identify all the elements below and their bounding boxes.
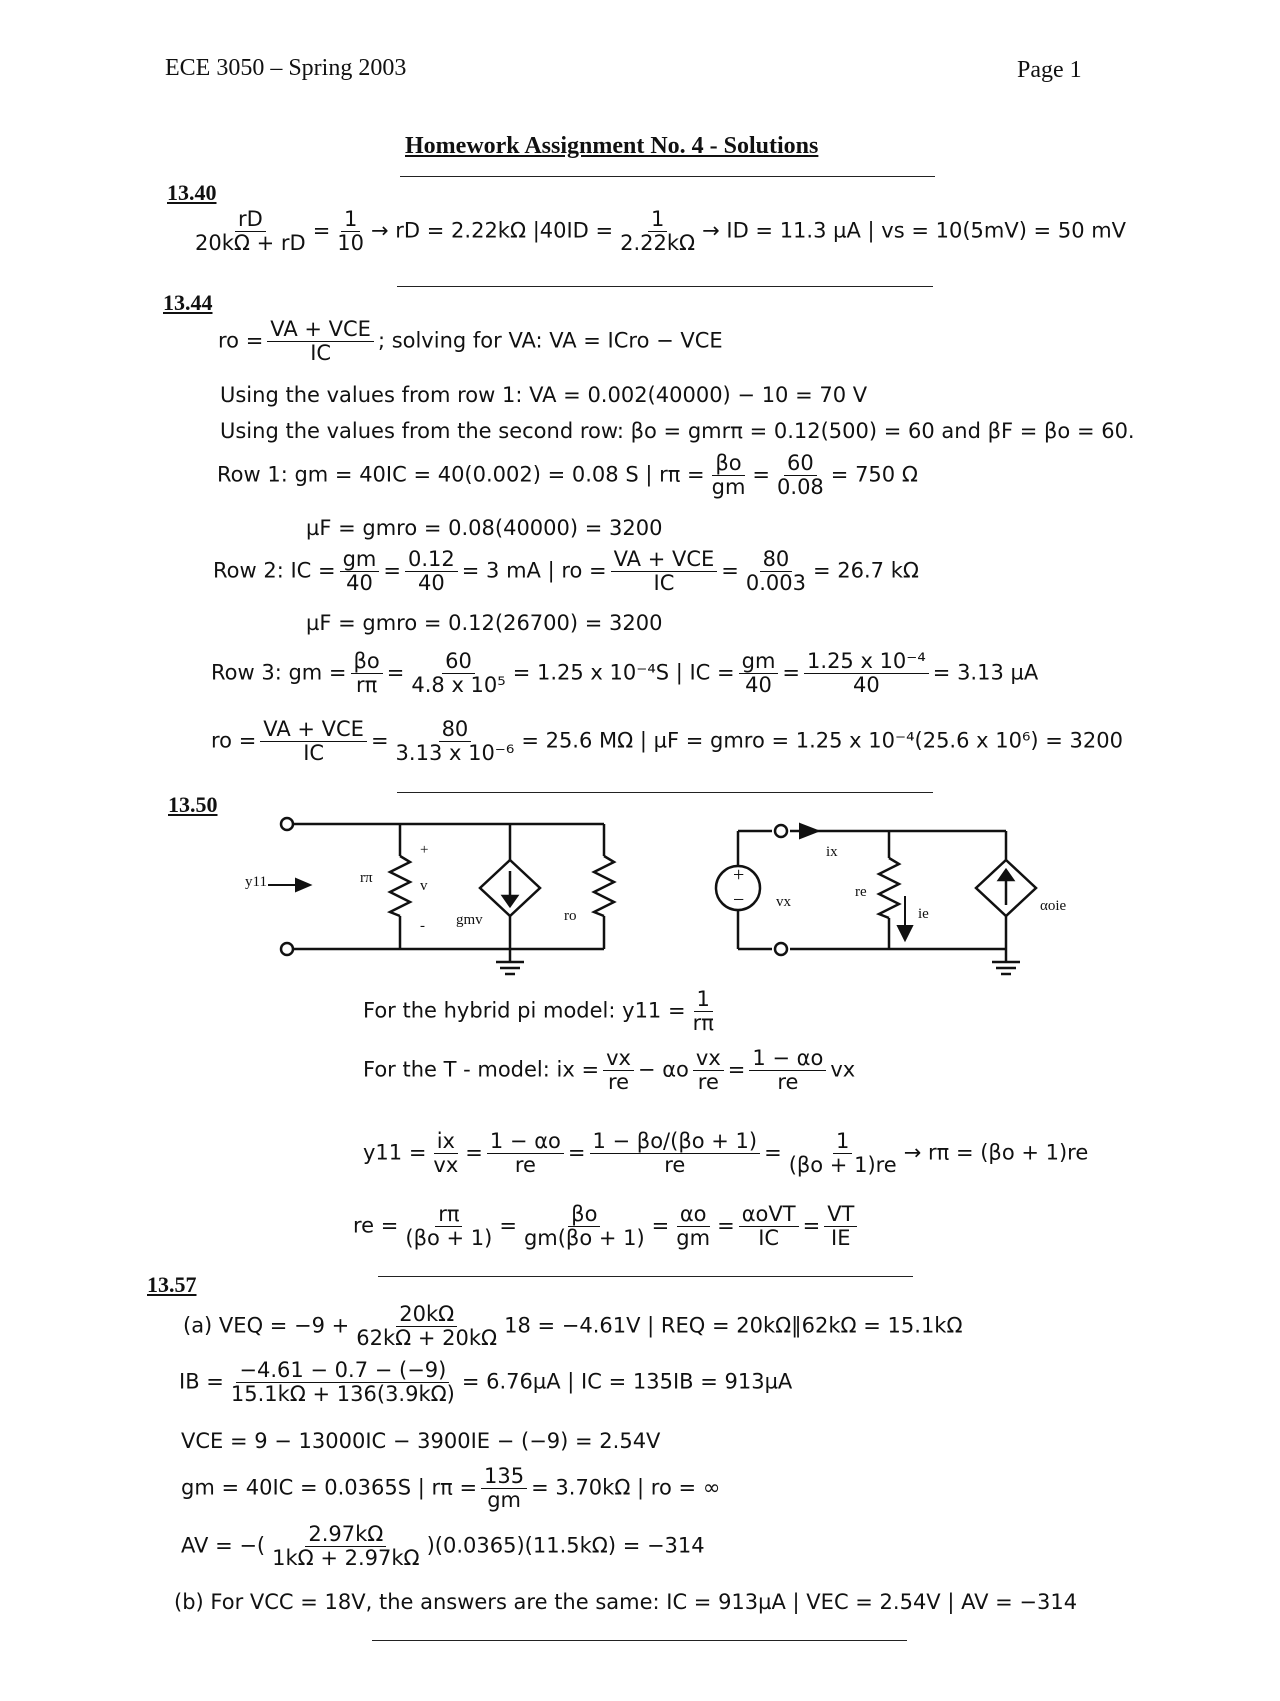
fraction: $\frac{\beta o}{gm}$ <box>711 451 746 500</box>
fraction: $\frac{1 - \alpha o}{re}$ <box>487 1130 564 1177</box>
fraction: $\frac{gm}{40}$ <box>739 650 779 697</box>
fraction: $\frac{2.97k\Omega}{1k\Omega + 2.97k\Omega}$ <box>272 1522 420 1571</box>
equation-row3: Row 3: gm = $\frac{\beta o}{r\pi}$ = $\frac{60}{\text{4.8 x 10⁵}}$ = 1.25 x 10⁻⁴S | IC = $\frac{gm}{40}$ = $\frac{\text{1.25 x 10⁻⁴}}{40}$ = 3.13 µA <box>211 649 1039 698</box>
fraction: $\frac{\alpha o}{gm}$ <box>676 1202 711 1251</box>
equation-row1: Row 1: gm = 40IC = 40(0.002) = 0.08 S | rπ = $\frac{\beta o}{gm}$ = $\frac{60}{0.08}$ = 750 Ω <box>217 451 918 500</box>
fraction: $\frac{\text{VA + VCE}}{IC}$ <box>260 718 367 765</box>
label-rpi: rπ <box>360 870 373 886</box>
fraction: $\frac{1}{10}$ <box>337 207 365 256</box>
fraction: $\frac{vx}{re}$ <box>693 1047 724 1094</box>
label-src-plus: + <box>733 864 745 886</box>
label-ix: ix <box>826 844 838 860</box>
fraction: $\frac{gm}{40}$ <box>340 548 380 595</box>
fraction: $\frac{-4.61 - 0.7 - (-9)}{15.1k\Omega + 136(3.9k\Omega)}$ <box>230 1358 455 1407</box>
equation-hybrid-pi: For the hybrid pi model: y11 = $\frac{1}{r\pi}$ <box>363 988 721 1035</box>
fraction: $\frac{60}{\text{4.8 x 10⁵}}$ <box>411 649 506 698</box>
fraction: $\frac{1 - \alpha o}{re}$ <box>749 1047 826 1094</box>
page-number: Page 1 <box>1017 57 1082 83</box>
fraction: $\frac{\text{VA + VCE}}{IC}$ <box>611 548 718 595</box>
equation-y11: y11 = $\frac{ix}{vx}$ = $\frac{1 - \alpha o}{re}$ = $\frac{1 - \beta o/(\beta o + 1)}{re}$ = $\frac{1}{(\beta o + 1)re}$ → rπ = (βo + 1)re <box>363 1129 1089 1178</box>
label-ie: ie <box>918 906 929 922</box>
equation-vce: VCE = 9 − 13000IC − 3900IE − (−9) = 2.54V <box>181 1429 661 1453</box>
label-aoie: αoie <box>1040 898 1067 914</box>
course-header: ECE 3050 – Spring 2003 <box>165 55 407 81</box>
label-ro: ro <box>564 908 577 924</box>
label-src-minus: − <box>733 889 745 911</box>
label-minus: - <box>420 918 425 934</box>
equation-ro-row3: ro = $\frac{\text{VA + VCE}}{IC}$ = $\frac{80}{\text{3.13 x 10⁻⁶}}$ = 25.6 MΩ | µF = gmro = 1.25 x 10⁻⁴(25.6 x 10⁶) = 3200 <box>211 717 1123 766</box>
label-y11: y11 <box>245 874 267 890</box>
fraction: $\frac{vx}{re}$ <box>603 1047 634 1094</box>
divider <box>378 1276 913 1277</box>
fraction: $\frac{60}{0.08}$ <box>777 451 824 500</box>
fraction: $\frac{rD}{20k\Omega + rD}$ <box>195 207 306 256</box>
label-re: re <box>855 884 867 900</box>
text-row1: Using the values from row 1: VA = 0.002(40000) − 10 = 70 V <box>220 383 868 407</box>
problem-label-13-40: 13.40 <box>167 180 217 205</box>
fraction: $\frac{VT}{IE}$ <box>824 1203 857 1250</box>
equation-av: AV = −( $\frac{2.97k\Omega}{1k\Omega + 2.97k\Omega}$ )(0.0365)(11.5kΩ) = −314 <box>181 1522 705 1571</box>
fraction: $\frac{1 - \beta o/(\beta o + 1)}{re}$ <box>590 1130 761 1177</box>
equation-row2: Row 2: IC = $\frac{gm}{40}$ = $\frac{0.12}{40}$ = 3 mA | ro = $\frac{\text{VA + VCE}}{IC}$ = $\frac{80}{0.003}$ = 26.7 kΩ <box>213 547 919 596</box>
problem-label-13-44: 13.44 <box>163 290 213 315</box>
fraction: $\frac{1}{(\beta o + 1)re}$ <box>788 1129 897 1178</box>
fraction: $\frac{135}{gm}$ <box>481 1465 527 1512</box>
fraction: $\frac{1}{2.22k\Omega}$ <box>620 207 696 256</box>
problem-label-13-50: 13.50 <box>168 792 218 817</box>
text-row2: Using the values from the second row: βo = gmrπ = 0.12(500) = 60 and βF = βo = 60. <box>220 419 1135 443</box>
equation-ro: ro = $\frac{\text{VA + VCE}}{IC}$ ; solving for VA: VA = ICro − VCE <box>218 317 723 366</box>
equation-mu2: µF = gmro = 0.12(26700) = 3200 <box>306 611 663 635</box>
problem-label-13-57: 13.57 <box>147 1272 197 1297</box>
equation-gm: gm = 40IC = 0.0365S | rπ = $\frac{135}{gm}$ = 3.70kΩ | ro = ∞ <box>181 1464 721 1513</box>
equation-t-model: For the T - model: ix = $\frac{vx}{re}$ − αo $\frac{vx}{re}$ = $\frac{1 - \alpha o}{re}$ vx <box>363 1046 856 1095</box>
fraction: $\frac{80}{\text{3.13 x 10⁻⁶}}$ <box>395 717 515 766</box>
label-vx: vx <box>776 894 791 910</box>
equation-mu1: µF = gmro = 0.08(40000) = 3200 <box>306 516 663 540</box>
fraction: $\frac{\beta o}{gm(\beta o + 1)}$ <box>523 1202 645 1251</box>
text-part-b: (b) For VCC = 18V, the answers are the same: IC = 913µA | VEC = 2.54V | AV = −314 <box>174 1590 1078 1614</box>
equation-re: re = $\frac{r\pi}{(\beta o + 1)}$ = $\frac{\beta o}{gm(\beta o + 1)}$ = $\frac{\alpha o}{gm}$ = $\frac{\text{αoVT}}{IC}$ = $\frac{VT}{IE}$ <box>353 1203 861 1250</box>
fraction: $\frac{\beta o}{r\pi}$ <box>351 650 383 697</box>
equation-13-40: $\frac{rD}{20k\Omega + rD}$ = $\frac{1}{10}$ → rD = 2.22kΩ |40ID = $\frac{1}{2.22k\Omega}$ → ID = 11.3 µA | vs = 10(5mV) = 50 mV <box>188 208 1126 255</box>
fraction: $\frac{\text{1.25 x 10⁻⁴}}{40}$ <box>804 650 929 697</box>
page-title: Homework Assignment No. 4 - Solutions <box>405 133 819 159</box>
equation-veq: (a) VEQ = −9 + $\frac{20k\Omega}{62k\Omega + 20k\Omega}$ 18 = −4.61V | REQ = 20kΩ‖62kΩ = 15.1kΩ <box>183 1302 963 1351</box>
fraction: $\frac{0.12}{40}$ <box>405 548 458 595</box>
fraction: $\frac{1}{r\pi}$ <box>692 987 714 1036</box>
label-v: v <box>420 878 428 894</box>
divider <box>372 1640 907 1641</box>
fraction: $\frac{r\pi}{(\beta o + 1)}$ <box>405 1202 493 1251</box>
fraction: $\frac{20k\Omega}{62k\Omega + 20k\Omega}$ <box>356 1302 498 1351</box>
label-gmv: gmv <box>456 912 483 928</box>
label-plus: + <box>420 842 429 858</box>
equation-ib: IB = $\frac{-4.61 - 0.7 - (-9)}{15.1k\Omega + 136(3.9k\Omega)}$ = 6.76µA | IC = 135IB = 913µA <box>179 1358 793 1407</box>
fraction: $\frac{\text{VA + VCE}}{IC}$ <box>267 318 374 365</box>
fraction: $\frac{\text{αoVT}}{IC}$ <box>739 1203 799 1250</box>
fraction: $\frac{80}{0.003}$ <box>745 547 806 596</box>
fraction: $\frac{ix}{vx}$ <box>433 1129 459 1178</box>
